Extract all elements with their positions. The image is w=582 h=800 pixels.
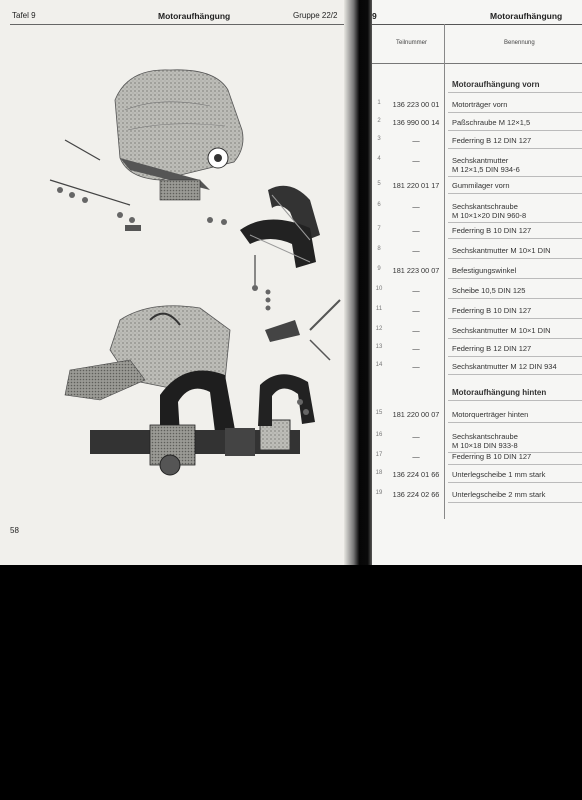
part-number: 136 223 00 01: [392, 100, 440, 109]
item-number: 14: [375, 362, 383, 368]
item-number: 1: [377, 100, 381, 106]
row-separator: [448, 130, 582, 131]
row-separator: [448, 422, 582, 423]
item-number: 10: [375, 286, 383, 292]
part-number: —: [412, 246, 420, 255]
row-separator: [448, 278, 582, 279]
part-description: Befestigungswinkel: [452, 266, 517, 275]
part-description-line2: M 10×1×20 DIN 960-8: [452, 211, 527, 220]
part-description: Sechskantschraube M 10×1×20 DIN 960-8: [452, 202, 527, 220]
part-number: —: [412, 362, 420, 371]
row-separator: [448, 298, 582, 299]
part-description-line2: M 10×18 DIN 933-8: [452, 441, 518, 450]
right-page: [372, 0, 582, 565]
row-separator: [448, 193, 582, 194]
header-rule: [10, 24, 344, 25]
row-separator: [448, 356, 582, 357]
part-description: Federring B 12 DIN 127: [452, 136, 532, 145]
part-description: Sechskantmutter M 10×1 DIN: [452, 326, 551, 335]
part-description: Motorquerträger hinten: [452, 410, 529, 419]
column-header-description: Benennung: [504, 40, 535, 46]
item-number: 12: [375, 326, 383, 332]
item-number: 13: [375, 344, 383, 350]
row-separator: [448, 400, 582, 401]
row-separator: [448, 222, 582, 223]
row-separator: [448, 318, 582, 319]
row-separator: [448, 464, 582, 465]
part-description: Federring B 10 DIN 127: [452, 306, 532, 315]
part-number: —: [412, 432, 420, 441]
item-number: 11: [375, 306, 383, 312]
part-description: Paßschraube M 12×1,5: [452, 118, 531, 127]
exploded-view-illustration: [10, 30, 346, 510]
part-number: —: [412, 326, 420, 335]
part-description: Sechskantmutter M 12×1,5 DIN 934-6: [452, 156, 520, 174]
item-number: 16: [375, 432, 383, 438]
column-divider: [444, 24, 445, 519]
part-number: 181 223 00 07: [392, 266, 440, 275]
row-separator: [448, 148, 582, 149]
part-description: Gummilager vorn: [452, 181, 510, 190]
part-description: Federring B 10 DIN 127: [452, 452, 532, 461]
part-description: Sechskantmutter M 10×1 DIN: [452, 246, 551, 255]
page-number: 58: [10, 526, 19, 535]
part-description: Unterlegscheibe 2 mm stark: [452, 490, 546, 499]
part-description: Motoraufhängung hinten: [452, 388, 547, 397]
part-description: Federring B 10 DIN 127: [452, 226, 532, 235]
part-number: —: [412, 136, 420, 145]
row-separator: [448, 258, 582, 259]
part-number: —: [412, 226, 420, 235]
part-number: 136 990 00 14: [392, 118, 440, 127]
left-page: [0, 0, 352, 565]
item-number: 9: [377, 266, 381, 272]
row-separator: [448, 374, 582, 375]
part-description: Scheibe 10,5 DIN 125: [452, 286, 526, 295]
item-number: 15: [375, 410, 383, 416]
part-description: Sechskantmutter M 12 DIN 934: [452, 362, 557, 371]
part-description: Sechskantschraube M 10×18 DIN 933-8: [452, 432, 518, 450]
part-number: —: [412, 286, 420, 295]
part-number: —: [412, 344, 420, 353]
header-tafel: Tafel 9: [12, 11, 36, 20]
part-number: —: [412, 306, 420, 315]
header-tafel-number: 9: [372, 11, 377, 21]
column-header-part-number: Teilnummer: [396, 40, 428, 46]
header-title: Motoraufhängung: [158, 11, 231, 21]
item-number: 4: [377, 156, 381, 162]
item-number: 6: [377, 202, 381, 208]
row-separator: [448, 238, 582, 239]
part-description: Motorträger vorn: [452, 100, 508, 109]
part-number: 181 220 01 17: [392, 181, 440, 190]
row-separator: [448, 338, 582, 339]
column-header-rule: [372, 63, 582, 64]
row-separator: [448, 176, 582, 177]
row-separator: [448, 502, 582, 503]
item-number: 2: [377, 118, 381, 124]
header-title-right: Motoraufhängung: [490, 11, 563, 21]
part-number: —: [412, 452, 420, 461]
item-number: 7: [377, 226, 381, 232]
part-number: 136 224 01 66: [392, 470, 440, 479]
header-group: Gruppe 22/2: [293, 11, 338, 20]
part-number: —: [412, 156, 420, 165]
part-description: Motoraufhängung vorn: [452, 80, 540, 89]
item-number: 19: [375, 490, 383, 496]
row-separator: [448, 112, 582, 113]
item-number: 18: [375, 470, 383, 476]
part-description-line2: M 12×1,5 DIN 934-6: [452, 165, 520, 174]
item-number: 5: [377, 181, 381, 187]
row-separator: [448, 92, 582, 93]
part-description: Federring B 12 DIN 127: [452, 344, 532, 353]
part-description: Unterlegscheibe 1 mm stark: [452, 470, 546, 479]
item-number: 3: [377, 136, 381, 142]
item-number: 17: [375, 452, 383, 458]
part-number: 181 220 00 07: [392, 410, 440, 419]
part-number: —: [412, 202, 420, 211]
header-rule-right: [372, 24, 582, 25]
item-number: 8: [377, 246, 381, 252]
row-separator: [448, 482, 582, 483]
part-number: 136 224 02 66: [392, 490, 440, 499]
